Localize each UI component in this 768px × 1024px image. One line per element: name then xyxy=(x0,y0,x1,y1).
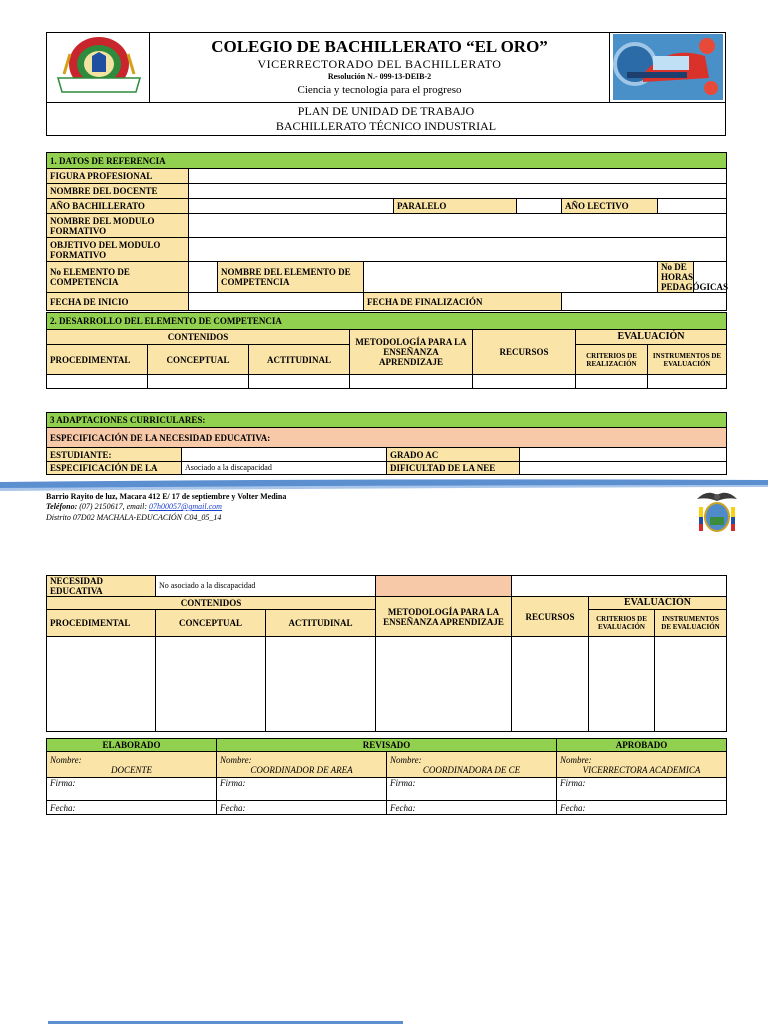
school-name: COLEGIO DE BACHILLERATO “EL ORO” xyxy=(211,37,548,56)
resolution: Resolución N.- 099-13-DEIB-2 xyxy=(327,72,432,81)
figura-field[interactable] xyxy=(189,169,727,184)
fecha-inicio-label: FECHA DE INICIO xyxy=(47,293,189,311)
aprobado-header: APROBADO xyxy=(557,739,727,752)
actitudinal-cell[interactable] xyxy=(249,375,350,389)
p2-procedimental-cell[interactable] xyxy=(47,637,156,732)
nee-salmon-cell xyxy=(376,576,512,597)
procedimental-header: PROCEDIMENTAL xyxy=(47,345,148,375)
phone-label: Teléfono: xyxy=(46,502,78,511)
instrumentos-cell[interactable] xyxy=(648,375,727,389)
especificacion-de-la-label: ESPECIFICACIÓN DE LA xyxy=(47,462,182,475)
p2-conceptual-header: CONCEPTUAL xyxy=(156,610,266,637)
anio-bach-field[interactable] xyxy=(189,199,394,214)
grado-field[interactable] xyxy=(520,448,727,462)
conceptual-header: CONCEPTUAL xyxy=(148,345,249,375)
fecha-dece[interactable]: Fecha: xyxy=(387,801,557,815)
nombre-label: Nombre: xyxy=(390,754,422,765)
anio-bach-label: AÑO BACHILLERATO xyxy=(47,199,189,214)
no-asociado-value: No asociado a la discapacidad xyxy=(156,576,376,597)
mechanic-logo-icon xyxy=(613,34,723,100)
header-divider xyxy=(46,102,726,103)
no-elemento-label: No ELEMENTO DE COMPETENCIA xyxy=(47,262,189,293)
asociado-value: Asociado a la discapacidad xyxy=(182,462,387,475)
criterios-header: CRITERIOS DE REALIZACIÓN xyxy=(576,345,648,375)
p2-metodologia-cell[interactable] xyxy=(376,637,512,732)
paralelo-label: PARALELO xyxy=(394,199,517,214)
footer-contact xyxy=(46,502,466,511)
firma-dece[interactable]: Firma: xyxy=(387,778,557,801)
footer-address: Barrio Rayito de luz, Macara 412 E/ 17 de septiembre y Volter Medina xyxy=(46,492,287,501)
reference-data-table xyxy=(46,152,727,311)
p2-conceptual-cell[interactable] xyxy=(156,637,266,732)
recursos-header: RECURSOS xyxy=(473,330,576,375)
objetivo-field[interactable] xyxy=(189,238,727,262)
motto: Ciencia y tecnologia para el progreso xyxy=(297,84,462,96)
nombre-label: Nombre: xyxy=(220,754,252,765)
p2-contenidos-header: CONTENIDOS xyxy=(47,597,376,610)
no-horas-label: No DE HORAS PEDAGÓGICAS xyxy=(658,262,694,293)
nombre-elemento-field[interactable] xyxy=(364,262,658,293)
firma-aprobado[interactable]: Firma: xyxy=(557,778,727,801)
logo-divider-right xyxy=(609,32,610,102)
docente-field[interactable] xyxy=(189,184,727,199)
objetivo-label: OBJETIVO DEL MODULO FORMATIVO xyxy=(47,238,189,262)
elaborado-header: ELABORADO xyxy=(47,739,217,752)
p2-instrumentos-header: INSTRUMENTOS DE EVALUACIÓN xyxy=(655,610,727,637)
modulo-label: NOMBRE DEL MODULO FORMATIVO xyxy=(47,214,189,238)
actitudinal-header: ACTITUDINAL xyxy=(249,345,350,375)
nee-field[interactable] xyxy=(512,576,727,597)
plan-subtitle: BACHILLERATO TÉCNICO INDUSTRIAL xyxy=(275,119,497,133)
phone: (07) 2150617, email: xyxy=(77,502,150,511)
p2-criterios-cell[interactable] xyxy=(589,637,655,732)
docente-name: DOCENTE xyxy=(110,764,152,775)
nombre-label: Nombre: xyxy=(560,754,592,765)
plan-title: PLAN DE UNIDAD DE TRABAJO xyxy=(297,104,475,118)
grado-label: GRADO AC xyxy=(387,448,520,462)
fecha-inicio-field[interactable] xyxy=(189,293,364,311)
firma-area[interactable]: Firma: xyxy=(217,778,387,801)
no-elemento-field[interactable] xyxy=(189,262,218,293)
vicerrectora-name: VICERRECTORA ACADEMICA xyxy=(582,764,701,775)
fecha-fin-field[interactable] xyxy=(562,293,727,311)
p2-actitudinal-header: ACTITUDINAL xyxy=(266,610,376,637)
recursos-cell[interactable] xyxy=(473,375,576,389)
competence-table xyxy=(46,312,727,389)
revisado-header: REVISADO xyxy=(217,739,557,752)
fecha-aprobado[interactable]: Fecha: xyxy=(557,801,727,815)
evaluacion-header: EVALUACIÓN xyxy=(576,330,727,345)
signatures-table xyxy=(46,738,727,815)
footer-district: Distrito 07D02 MACHALA-EDUCACIÓN C04_05_14 xyxy=(46,513,222,522)
especificacion-header: ESPECIFICACIÓN DE LA NECESIDAD EDUCATIVA: xyxy=(47,428,727,448)
p2-actitudinal-cell[interactable] xyxy=(266,637,376,732)
p2-evaluacion-header: EVALUACIÓN xyxy=(589,597,727,610)
fecha-fin-label: FECHA DE FINALIZACIÓN xyxy=(364,293,562,311)
email-link[interactable]: 07h00057@gmail.com xyxy=(149,502,222,511)
anio-lectivo-label: AÑO LECTIVO xyxy=(562,199,658,214)
coord-area-name: COORDINADOR DE AREA xyxy=(250,764,353,775)
estudiante-field[interactable] xyxy=(182,448,387,462)
coat-of-arms-icon xyxy=(693,487,741,537)
metodologia-header: METODOLOGÍA PARA LA ENSEÑANZA APRENDIZAJE xyxy=(350,330,473,375)
necesidad-label: NECESIDAD EDUCATIVA xyxy=(47,576,156,597)
figura-label: FIGURA PROFESIONAL xyxy=(47,169,189,184)
adaptations-table xyxy=(46,412,727,475)
nombre-label: Nombre: xyxy=(50,754,82,765)
metodologia-cell[interactable] xyxy=(350,375,473,389)
revisado-area-nombre-cell[interactable] xyxy=(217,752,387,778)
modulo-field[interactable] xyxy=(189,214,727,238)
coord-dece-name: COORDINADORA DE CE xyxy=(422,764,521,775)
procedimental-cell[interactable] xyxy=(47,375,148,389)
revisado-dece-nombre-cell[interactable] xyxy=(387,752,557,778)
p2-instrumentos-cell[interactable] xyxy=(655,637,727,732)
p2-metodologia-header: METODOLOGÍA PARA LA ENSEÑANZA APRENDIZAJE xyxy=(376,597,512,637)
elaborado-nombre-cell[interactable] xyxy=(47,752,217,778)
nombre-elemento-label: NOMBRE DEL ELEMENTO DE COMPETENCIA xyxy=(218,262,364,293)
nee-table xyxy=(46,575,727,732)
p2-recursos-cell[interactable] xyxy=(512,637,589,732)
paralelo-field[interactable] xyxy=(517,199,562,214)
p2-recursos-header: RECURSOS xyxy=(512,597,589,637)
section1-title: 1. DATOS DE REFERENCIA xyxy=(47,153,727,169)
school-logo-icon xyxy=(52,34,146,100)
p2-procedimental-header: PROCEDIMENTAL xyxy=(47,610,156,637)
section3-title: 3 ADAPTACIONES CURRICULARES: xyxy=(47,413,727,428)
fecha-elaborado[interactable]: Fecha: xyxy=(47,801,217,815)
docente-label: NOMBRE DEL DOCENTE xyxy=(47,184,189,199)
section2-title: 2. DESARROLLO DEL ELEMENTO DE COMPETENCIA xyxy=(47,313,727,330)
estudiante-label: ESTUDIANTE: xyxy=(47,448,182,462)
vice-rectorate: VICERRECTORADO DEL BACHILLERATO xyxy=(257,57,502,71)
criterios-cell[interactable] xyxy=(576,375,648,389)
conceptual-cell[interactable] xyxy=(148,375,249,389)
dificultad-label: DIFICULTAD DE LA NEE xyxy=(387,462,520,475)
fecha-area[interactable]: Fecha: xyxy=(217,801,387,815)
firma-elaborado[interactable]: Firma: xyxy=(47,778,217,801)
anio-lectivo-field[interactable] xyxy=(658,199,727,214)
dificultad-field[interactable] xyxy=(520,462,727,475)
instrumentos-header: INSTRUMENTOS DE EVALUACIÓN xyxy=(648,345,727,375)
blue-band xyxy=(0,478,768,492)
contenidos-header: CONTENIDOS xyxy=(47,330,350,345)
aprobado-nombre-cell[interactable] xyxy=(557,752,727,778)
p2-criterios-header: CRITERIOS DE EVALUACIÓN xyxy=(589,610,655,637)
